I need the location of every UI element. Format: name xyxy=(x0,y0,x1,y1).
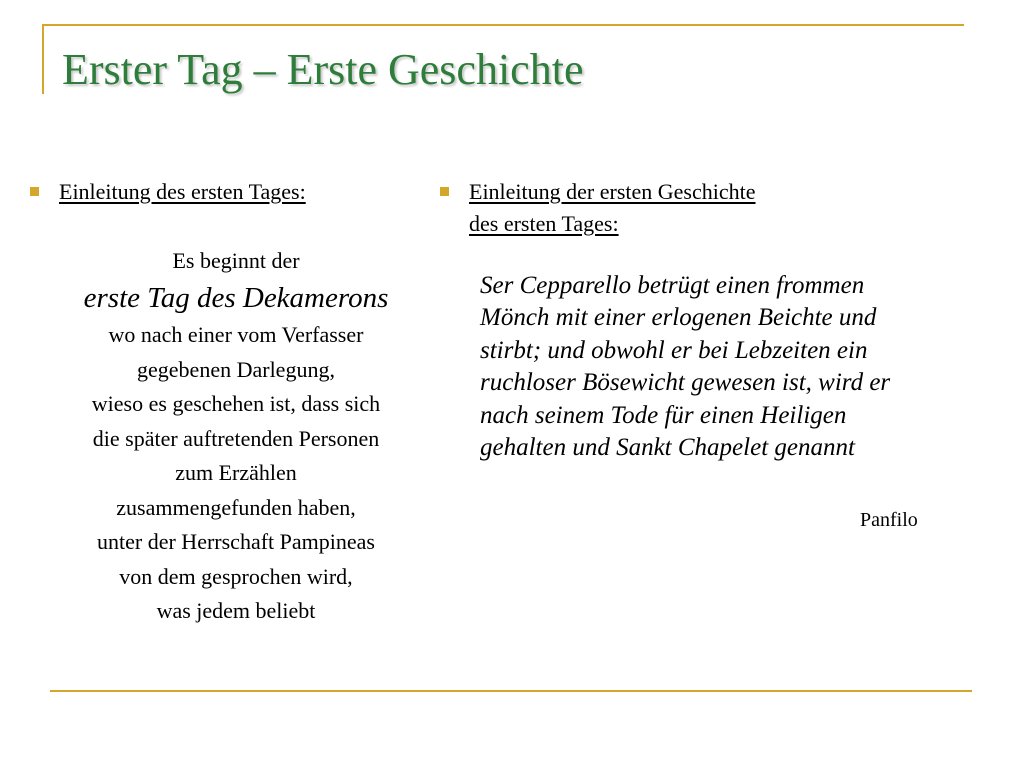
right-summary-line: nach seinem Tode für einen Heiligen xyxy=(480,401,847,429)
left-body-line: wieso es geschehen ist, dass sich xyxy=(91,391,381,417)
square-bullet-icon xyxy=(440,187,449,196)
right-summary-line: stirbt; und obwohl er bei Lebzeiten ein xyxy=(480,336,868,364)
right-summary-line: Ser Cepparello betrügt einen frommen xyxy=(480,271,865,299)
left-heading: Einleitung des ersten Tages: xyxy=(59,179,306,204)
right-summary-line: ruchloser Bösewicht gewesen ist, wird er xyxy=(480,369,891,397)
left-body-line: wo nach einer vom Verfasser xyxy=(108,322,364,348)
right-summary-line: Mönch mit einer erlogenen Beichte und xyxy=(480,304,877,332)
right-summary-text xyxy=(480,270,950,465)
left-body-line: gegebenen Darlegung, xyxy=(137,356,335,382)
right-heading xyxy=(469,176,756,240)
left-accent-line xyxy=(42,24,44,94)
left-column xyxy=(30,176,442,629)
slide-title: Erster Tag – Erste Geschichte xyxy=(62,45,584,94)
left-body-line: Es beginnt der xyxy=(172,247,300,273)
left-body-line: die später auftretenden Personen xyxy=(92,425,380,451)
right-column xyxy=(440,176,940,465)
left-bullet-item xyxy=(30,176,442,208)
left-body-emphasis: erste Tag des Dekamerons xyxy=(83,282,389,315)
left-body-line: was jedem beliebt xyxy=(156,598,316,624)
narrator-attribution: Panfilo xyxy=(860,509,918,531)
right-summary-line: gehalten und Sankt Chapelet genannt xyxy=(480,434,855,462)
left-body-line: von dem gesprochen wird, xyxy=(119,563,353,589)
right-heading-line: des ersten Tages: xyxy=(469,210,619,236)
left-body-line: zusammengefunden haben, xyxy=(116,494,356,520)
left-body-line: unter der Herrschaft Pampineas xyxy=(97,529,375,555)
right-heading-line: Einleitung der ersten Geschichte xyxy=(469,179,756,204)
left-body-text xyxy=(30,244,442,629)
left-body-line: zum Erzählen xyxy=(175,460,297,486)
bottom-divider-line xyxy=(50,690,972,692)
top-divider-line xyxy=(42,24,964,26)
right-bullet-item xyxy=(440,176,940,240)
square-bullet-icon xyxy=(30,187,39,196)
